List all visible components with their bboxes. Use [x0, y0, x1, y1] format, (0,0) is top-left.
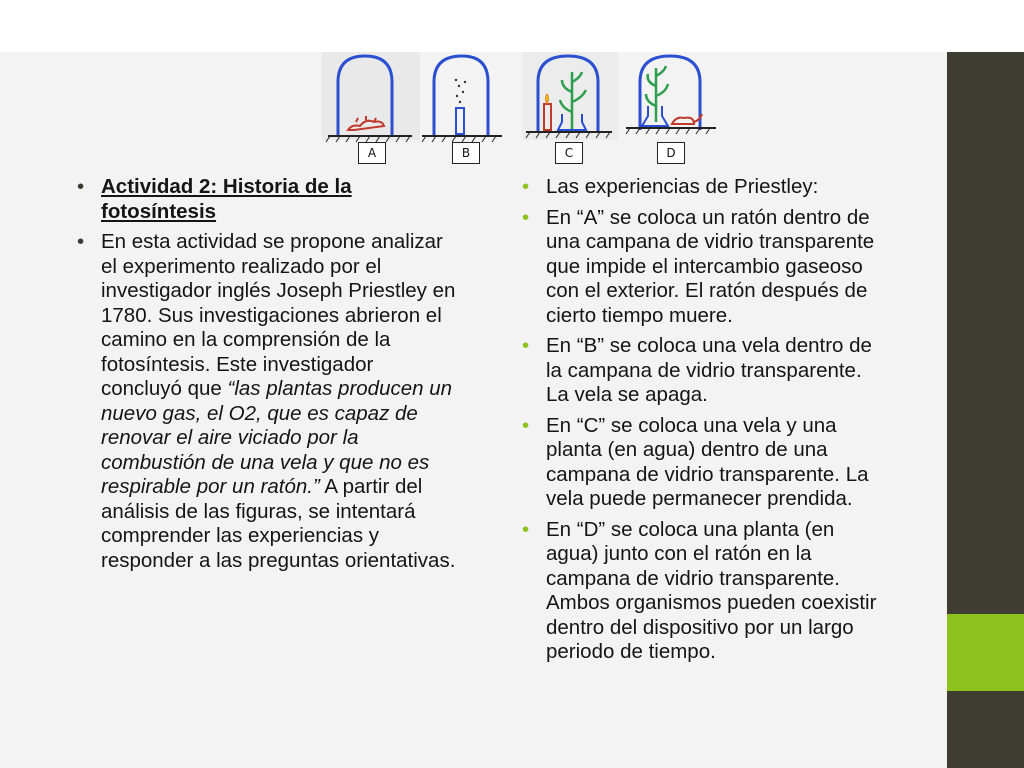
description-text-2: A partir del análisis de las figuras, se intentará comprender las experiencias y responder a las preguntas orientativas. [101, 475, 456, 572]
label-c: C [555, 142, 583, 164]
label-d: D [657, 142, 685, 164]
activity-heading: Actividad 2: Historia de la fotosíntesis [101, 175, 352, 223]
label-a: A [358, 142, 386, 164]
experiment-d-text: • En “D” se coloca una planta (en agua) junto con el ratón en la campana de vidrio transparente. Ambos organismos pueden coexistir dentro del dispositivo por un largo periodo de tiempo. [518, 518, 890, 665]
experiment-b-text: • En “B” se coloca una vela dentro de la campana de vidrio transparente. La vela se apaga. [518, 334, 890, 408]
side-accent-green [947, 614, 1024, 691]
activity-description-item [73, 230, 458, 573]
right-text-column [518, 175, 890, 671]
activity-heading-item [73, 175, 458, 224]
left-text-column [73, 175, 458, 579]
label-b: B [452, 142, 480, 164]
top-band [0, 0, 1024, 52]
experiment-c-text: • En “C” se coloca una vela y una planta (en agua) dentro de una campana de vidrio transparente. La vela puede permanecer prendida. [518, 414, 890, 512]
plant-d [646, 66, 668, 122]
experiments-intro: • Las experiencias de Priestley: [518, 175, 890, 200]
experiment-a-text: • En “A” se coloca un ratón dentro de una campana de vidrio transparente que impide el intercambio gaseoso con el exterior. El ratón después de cierto tiempo muere. [518, 206, 890, 329]
mouse-d [672, 114, 702, 124]
priestley-quote: “las plantas producen un nuevo gas, el O2, que es capaz de renovar el aire viciado por la combustión de una vela y que no es respirable por un ratón.” [101, 377, 453, 498]
jar-b [434, 56, 488, 136]
description-text-1: En esta actividad se propone analizar el experimento realizado por el investigador inglés Joseph Priestley en 1780. Sus investigaciones abrieron el camino en la comprensión de la fotosíntesis. Este investigador concluyó que [101, 230, 456, 400]
